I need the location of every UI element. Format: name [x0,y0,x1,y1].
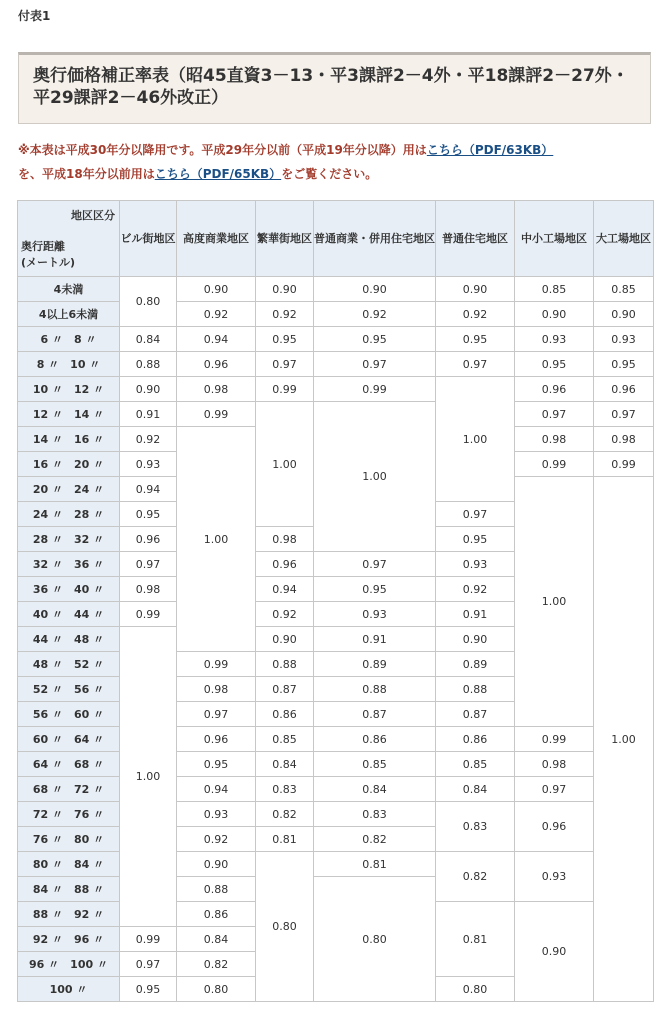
row-header-depth: 4未満 [18,277,120,302]
rate-cell: 0.84 [314,777,436,802]
rate-cell: 0.96 [256,552,314,577]
pdf-link-h18[interactable]: こちら（PDF/65KB） [154,167,282,181]
row-header-depth: 24 〃 28 〃 [18,502,120,527]
row-header-depth: 72 〃 76 〃 [18,802,120,827]
rate-cell: 0.99 [515,727,594,752]
notice-text-2: を、平成18年分以前用は [18,167,155,181]
rate-cell: 1.00 [177,427,256,652]
rate-cell: 0.95 [314,577,436,602]
rate-cell: 0.85 [256,727,314,752]
rate-cell: 0.97 [120,952,177,977]
rate-cell: 1.00 [314,402,436,552]
rate-cell: 0.92 [436,577,515,602]
rate-cell: 0.92 [436,302,515,327]
rate-cell: 0.92 [314,302,436,327]
rate-cell: 0.99 [594,452,654,477]
rate-cell: 1.00 [436,377,515,502]
rate-cell: 0.86 [314,727,436,752]
rate-cell: 0.88 [436,677,515,702]
column-header: ビル街地区 [120,201,177,277]
table-row [18,327,654,352]
row-header-depth: 6 〃 8 〃 [18,327,120,352]
rate-cell: 0.94 [120,477,177,502]
rate-cell: 0.92 [177,827,256,852]
row-header-depth: 60 〃 64 〃 [18,727,120,752]
rate-cell: 0.97 [515,402,594,427]
column-header: 中小工場地区 [515,201,594,277]
rate-cell: 0.90 [120,377,177,402]
rate-cell: 0.93 [515,852,594,902]
row-header-depth: 10 〃 12 〃 [18,377,120,402]
rate-cell: 0.90 [436,627,515,652]
table-row [18,727,654,752]
column-header: 普通住宅地区 [436,201,515,277]
rate-cell: 0.81 [314,852,436,877]
rate-cell: 0.88 [256,652,314,677]
rate-cell: 0.91 [436,602,515,627]
rate-cell: 0.84 [120,327,177,352]
rate-cell: 0.89 [436,652,515,677]
rate-cell: 0.92 [177,302,256,327]
rate-cell: 0.94 [256,577,314,602]
rate-cell: 0.95 [120,977,177,1002]
rate-cell: 0.85 [515,277,594,302]
row-header-depth: 80 〃 84 〃 [18,852,120,877]
rate-cell: 0.96 [515,802,594,852]
rate-cell: 0.98 [256,527,314,552]
rate-cell: 0.95 [120,502,177,527]
table-corner-cell [18,201,120,277]
table-row [18,802,654,827]
rate-cell: 0.87 [256,677,314,702]
row-header-depth: 20 〃 24 〃 [18,477,120,502]
table-row [18,752,654,777]
rate-cell: 0.81 [256,827,314,852]
rate-cell: 0.84 [436,777,515,802]
row-header-depth: 44 〃 48 〃 [18,627,120,652]
rate-cell: 0.97 [436,352,515,377]
rate-cell: 0.86 [256,702,314,727]
rate-cell: 0.93 [436,552,515,577]
rate-cell: 0.90 [515,902,594,1002]
rate-cell: 0.99 [515,452,594,477]
rate-cell: 0.96 [515,377,594,402]
corner-depth-label: 奥行距離 (メートル) [21,240,76,269]
rate-cell: 1.00 [256,402,314,527]
rate-cell: 0.96 [594,377,654,402]
depth-correction-table [17,200,654,1002]
rate-cell: 0.90 [177,277,256,302]
rate-cell: 0.99 [177,652,256,677]
rate-cell: 0.98 [177,377,256,402]
rate-cell: 0.83 [436,802,515,852]
corner-district-label: 地区区分 [71,209,115,222]
row-header-depth: 84 〃 88 〃 [18,877,120,902]
rate-cell: 0.90 [256,277,314,302]
column-header: 繁華街地区 [256,201,314,277]
rate-cell: 0.91 [120,402,177,427]
table-row [18,777,654,802]
rate-cell: 0.90 [515,302,594,327]
table-row [18,352,654,377]
rate-cell: 0.97 [515,777,594,802]
rate-cell: 0.90 [256,627,314,652]
rate-cell: 0.80 [177,977,256,1002]
column-header: 高度商業地区 [177,201,256,277]
notice [18,138,658,186]
rate-cell: 0.82 [436,852,515,902]
rate-cell: 0.96 [120,527,177,552]
rate-cell: 0.94 [177,327,256,352]
rate-cell: 0.86 [436,727,515,752]
rate-cell: 0.92 [256,602,314,627]
rate-cell: 1.00 [594,477,654,1002]
rate-cell: 0.95 [177,752,256,777]
table-row [18,302,654,327]
rate-cell: 0.91 [314,627,436,652]
rate-cell: 0.84 [256,752,314,777]
rate-cell: 0.85 [436,752,515,777]
row-header-depth: 92 〃 96 〃 [18,927,120,952]
rate-cell: 0.95 [515,352,594,377]
row-header-depth: 36 〃 40 〃 [18,577,120,602]
rate-cell: 0.90 [436,277,515,302]
rate-cell: 0.85 [594,277,654,302]
row-header-depth: 48 〃 52 〃 [18,652,120,677]
row-header-depth: 14 〃 16 〃 [18,427,120,452]
rate-cell: 0.97 [120,552,177,577]
notice-text-1: ※本表は平成30年分以降用です。平成29年分以前（平成19年分以降）用は [18,143,427,157]
row-header-depth: 96 〃 100 〃 [18,952,120,977]
rate-cell: 0.95 [256,327,314,352]
row-header-depth: 4以上6未満 [18,302,120,327]
row-header-depth: 88 〃 92 〃 [18,902,120,927]
table-row [18,402,654,427]
rate-cell: 0.98 [177,677,256,702]
rate-cell: 0.93 [515,327,594,352]
rate-cell: 0.93 [177,802,256,827]
row-header-depth: 28 〃 32 〃 [18,527,120,552]
row-header-depth: 64 〃 68 〃 [18,752,120,777]
row-header-depth: 32 〃 36 〃 [18,552,120,577]
rate-cell: 0.88 [120,352,177,377]
rate-cell: 0.83 [256,777,314,802]
rate-cell: 0.93 [120,452,177,477]
table-row [18,277,654,302]
rate-cell: 1.00 [515,477,594,727]
rate-cell: 0.82 [256,802,314,827]
rate-cell: 0.90 [594,302,654,327]
rate-cell: 0.80 [436,977,515,1002]
rate-cell: 0.98 [515,752,594,777]
rate-cell: 0.95 [436,527,515,552]
row-header-depth: 52 〃 56 〃 [18,677,120,702]
row-header-depth: 40 〃 44 〃 [18,602,120,627]
rate-cell: 0.95 [314,327,436,352]
rate-cell: 0.95 [436,327,515,352]
rate-cell: 0.80 [314,877,436,1002]
column-header: 大工場地区 [594,201,654,277]
rate-cell: 0.90 [314,277,436,302]
rate-cell: 0.93 [594,327,654,352]
rate-cell: 0.98 [515,427,594,452]
row-header-depth: 100 〃 [18,977,120,1002]
rate-cell: 0.97 [594,402,654,427]
rate-cell: 0.82 [314,827,436,852]
rate-cell: 0.80 [120,277,177,327]
table-header-row [18,201,654,277]
rate-cell: 0.99 [120,602,177,627]
rate-cell: 0.99 [177,402,256,427]
rate-cell: 0.90 [177,852,256,877]
rate-cell: 0.88 [177,877,256,902]
rate-cell: 0.97 [177,702,256,727]
rate-cell: 0.84 [177,927,256,952]
row-header-depth: 8 〃 10 〃 [18,352,120,377]
rate-cell: 0.98 [120,577,177,602]
row-header-depth: 12 〃 14 〃 [18,402,120,427]
column-header: 普通商業・併用住宅地区 [314,201,436,277]
row-header-depth: 56 〃 60 〃 [18,702,120,727]
page-title: 奥行価格補正率表（昭45直資3－13・平3課評2－4外・平18課評2－27外・平29課評2－46外改正） [18,52,651,124]
rate-cell: 0.85 [314,752,436,777]
rate-cell: 0.99 [256,377,314,402]
rate-cell: 0.97 [314,352,436,377]
page-label: 付表1 [18,9,51,23]
rate-cell: 0.86 [177,902,256,927]
rate-cell: 0.98 [594,427,654,452]
rate-cell: 0.92 [256,302,314,327]
rate-cell: 0.87 [436,702,515,727]
rate-cell: 0.80 [256,852,314,1002]
rate-cell: 1.00 [120,627,177,927]
rate-cell: 0.97 [314,552,436,577]
row-header-depth: 76 〃 80 〃 [18,827,120,852]
rate-cell: 0.94 [177,777,256,802]
pdf-link-h19-h29[interactable]: こちら（PDF/63KB） [426,143,554,157]
rate-cell: 0.99 [120,927,177,952]
rate-cell: 0.92 [120,427,177,452]
rate-cell: 0.88 [314,677,436,702]
rate-cell: 0.96 [177,727,256,752]
table-row [18,852,654,877]
rate-cell: 0.97 [256,352,314,377]
rate-cell: 0.95 [594,352,654,377]
rate-cell: 0.83 [314,802,436,827]
notice-text-3: をご覧ください。 [281,167,378,181]
rate-cell: 0.96 [177,352,256,377]
rate-cell: 0.87 [314,702,436,727]
row-header-depth: 16 〃 20 〃 [18,452,120,477]
rate-cell: 0.82 [177,952,256,977]
rate-cell: 0.93 [314,602,436,627]
rate-cell: 0.81 [436,902,515,977]
rate-cell: 0.89 [314,652,436,677]
rate-cell: 0.99 [314,377,436,402]
row-header-depth: 68 〃 72 〃 [18,777,120,802]
rate-cell: 0.97 [436,502,515,527]
table-row [18,377,654,402]
